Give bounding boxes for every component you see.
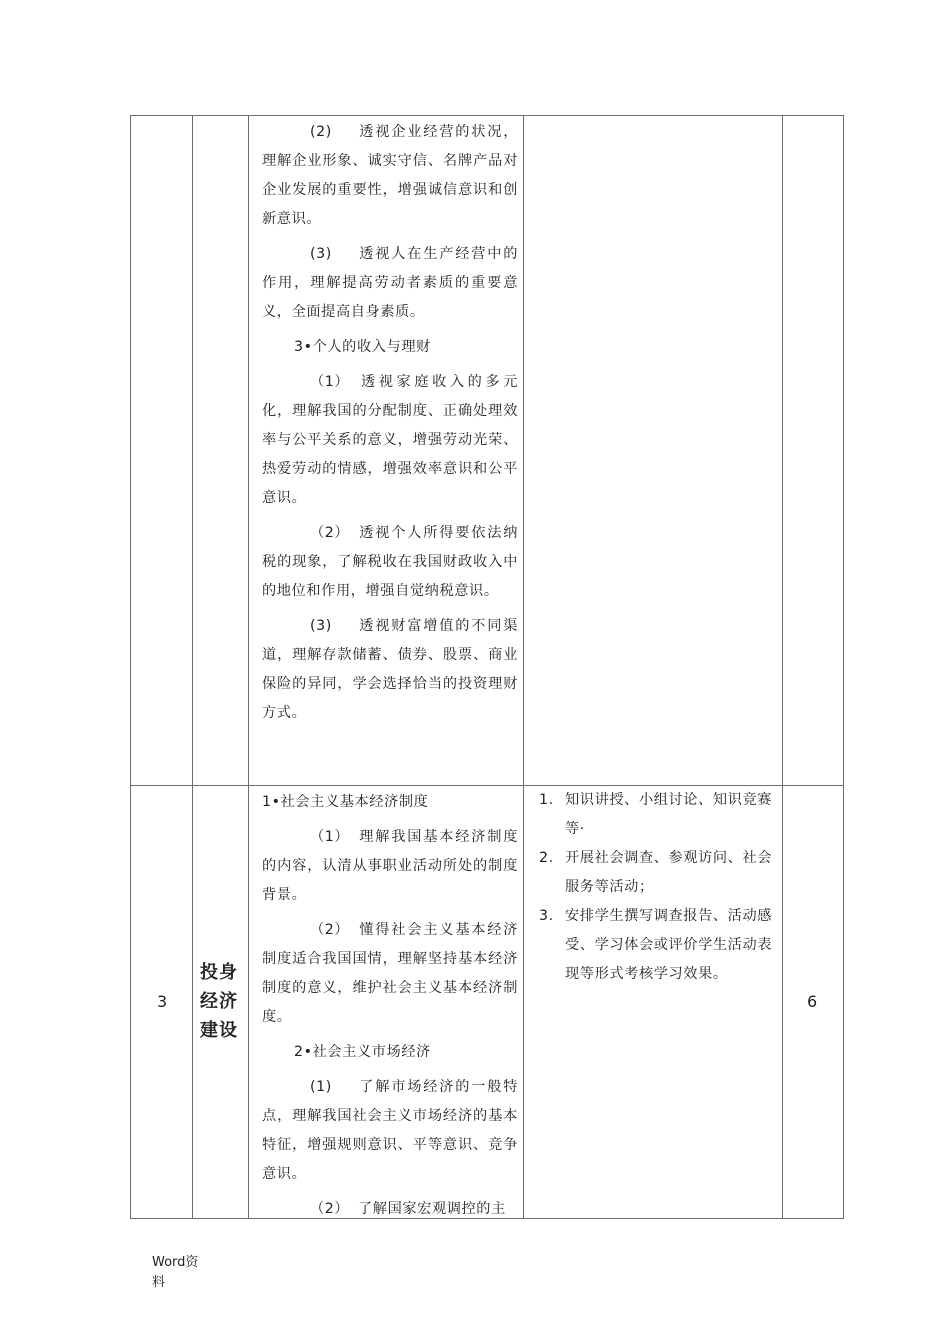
content-paragraph: （1） 透视家庭收入的多元化，理解我国的分配制度、正确处理效率与公平关系的意义，增强劳动光荣、热爱劳动的情感，增强效率意识和公平意识。 [262, 374, 518, 506]
content-paragraph: (2) 透视企业经营的状况，理解企业形象、诚实守信、名牌产品对企业发展的重要性，增强诚信意识和创新意识。 [262, 124, 518, 227]
row1-content-cell [262, 118, 518, 734]
content-paragraph: （2） 透视个人所得要依法纳税的现象，了解税收在我国财政收入中的地位和作用，增强自觉纳税意识。 [262, 525, 518, 599]
section-heading: 1•社会主义基本经济制度 [262, 794, 429, 810]
table-top-border [130, 115, 844, 116]
content-paragraph: （2） 了解国家宏观调控的主 [310, 1201, 506, 1217]
theme-title: 投身经济建设 [200, 962, 238, 1041]
table-col-line-3 [248, 115, 249, 1219]
table-col-line-2 [192, 115, 193, 1219]
content-paragraph: (1) 了解市场经济的一般特点，理解我国社会主义市场经济的基本特征，增强规则意识、平等意识、竞争意识。 [262, 1079, 518, 1182]
page-footer [152, 1253, 198, 1293]
teaching-methods-cell [537, 786, 773, 989]
content-paragraph: （1） 理解我国基本经济制度的内容，认清从事职业活动所处的制度背景。 [262, 829, 518, 903]
section-heading: 2•社会主义市场经济 [294, 1044, 431, 1060]
section-heading: 3•个人的收入与理财 [294, 339, 431, 355]
row-number: 3 [157, 992, 168, 1011]
footer-line: Word资 [152, 1255, 199, 1270]
table-col-line-6 [843, 115, 844, 1219]
table-col-line-1 [130, 115, 131, 1219]
table-col-line-4 [523, 115, 524, 1219]
method-item: 1. 知识讲授、小组讨论、知识竞赛等· [539, 792, 773, 837]
content-paragraph: (3) 透视财富增值的不同渠道，理解存款储蓄、债券、股票、商业保险的异同，学会选择恰当的投资理财方式。 [262, 618, 518, 721]
table-col-line-5 [782, 115, 783, 1219]
row2-content-cell [262, 788, 518, 1230]
content-paragraph: (3) 透视人在生产经营中的作用，理解提高劳动者素质的重要意义，全面提高自身素质。 [262, 246, 518, 320]
hours-value: 6 [807, 992, 818, 1011]
footer-line: 料 [152, 1275, 166, 1290]
method-item: 3. 安排学生撰写调查报告、活动感受、学习体会或评价学生活动表现等形式考核学习效果。 [539, 908, 773, 982]
method-item: 2. 开展社会调查、参观访问、社会服务等活动； [539, 850, 773, 895]
content-paragraph: （2） 懂得社会主义基本经济制度适合我国国情，理解坚持基本经济制度的意义，维护社会主义基本经济制度。 [262, 922, 518, 1025]
